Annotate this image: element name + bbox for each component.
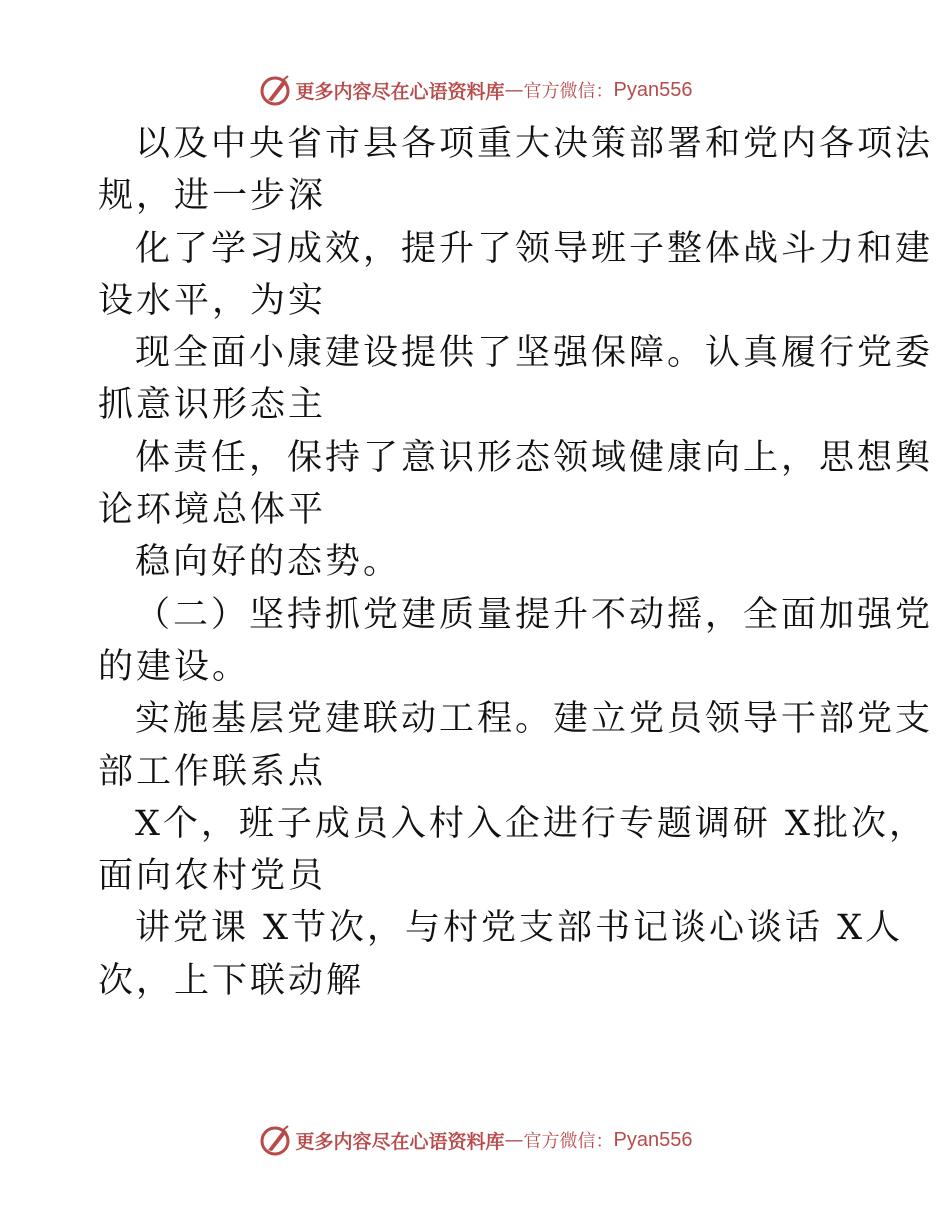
section-heading: （二）坚持抓党建质量提升不动摇，全面加强党 <box>135 594 934 635</box>
banner-wechat-id: Pyan556 <box>613 1128 693 1151</box>
banner-separator: — <box>504 79 524 101</box>
body-line: 设水平，为实 <box>98 280 327 321</box>
header-banner <box>0 70 950 110</box>
body-line: 体责任，保持了意识形态领域健康向上，思想舆 <box>135 437 934 478</box>
banner-text: 更多内容尽在心语资料库 <box>295 80 505 103</box>
quill-pen-circle-icon <box>258 73 292 107</box>
banner-text: 更多内容尽在心语资料库 <box>295 1130 505 1153</box>
footer-banner <box>0 1120 950 1160</box>
quill-pen-circle-icon <box>258 1123 292 1157</box>
body-line: 次，上下联动解 <box>98 960 365 1001</box>
banner-wechat-id: Pyan556 <box>613 78 693 101</box>
banner-separator: — <box>504 1129 524 1151</box>
body-line: 以及中央省市县各项重大决策部署和党内各项法 <box>135 124 934 164</box>
body-line: 的建设。 <box>98 646 251 687</box>
document-body <box>98 118 934 1007</box>
body-line: 化了学习成效，提升了领导班子整体战斗力和建 <box>135 228 934 269</box>
body-line: 讲党课 X节次，与村党支部书记谈心谈话 X人 <box>135 908 904 949</box>
banner-wechat-label: 官方微信： <box>523 1131 614 1152</box>
body-line: 抓意识形态主 <box>98 385 327 426</box>
body-line: 现全面小康建设提供了坚强保障。认真履行党委 <box>135 333 934 374</box>
body-line: 面向农村党员 <box>98 856 327 897</box>
body-line: X个，班子成员入村入企进行专题调研 X批次， <box>135 803 927 844</box>
body-line: 稳向好的态势。 <box>135 542 402 583</box>
body-line: 规，进一步深 <box>98 176 327 217</box>
body-line: 论环境总体平 <box>98 490 327 531</box>
body-line: 实施基层党建联动工程。建立党员领导干部党支 <box>135 699 934 740</box>
body-line: 部工作联系点 <box>98 751 327 792</box>
banner-wechat-label: 官方微信： <box>523 81 614 102</box>
